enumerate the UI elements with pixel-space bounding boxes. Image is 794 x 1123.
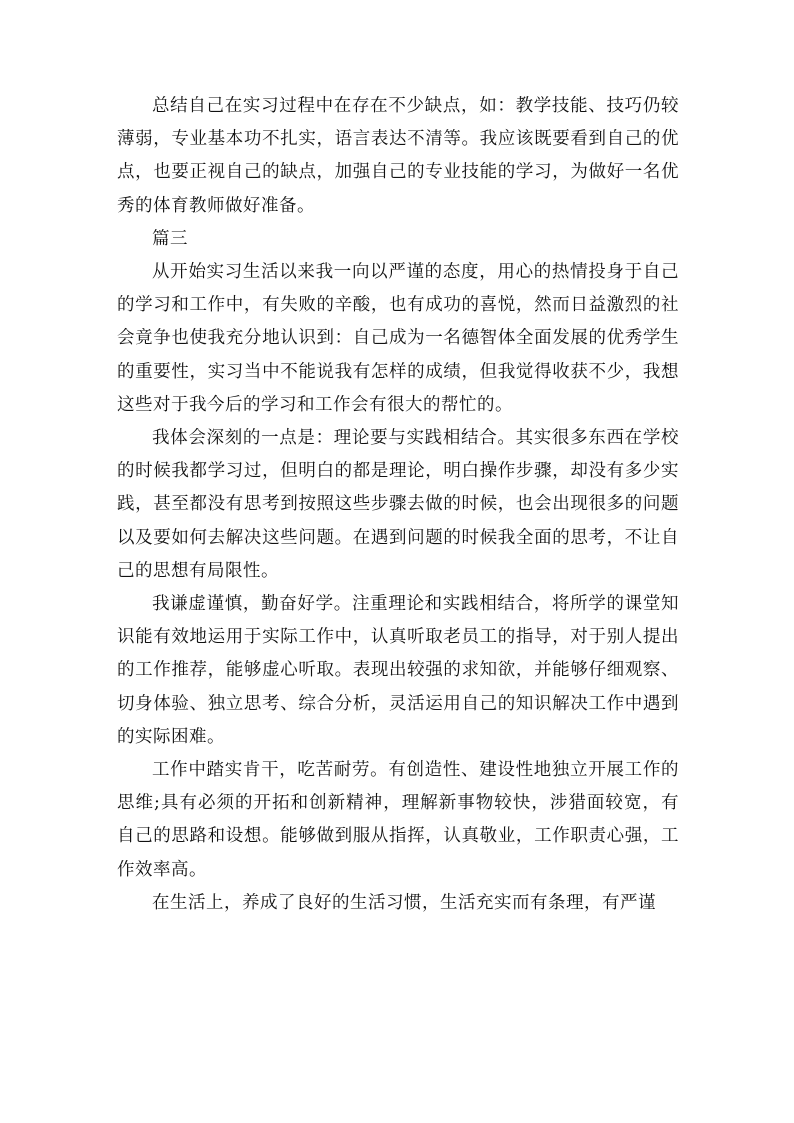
paragraph-summary: 总结自己在实习过程中在存在不少缺点，如：教学技能、技巧仍较薄弱，专业基本功不扎实，语言表达不清等。我应该既要看到自己的优点，也要正视自己的缺点，加强自己的专业技能的学习，为做好一名优秀的体育教师做好准备。: [117, 96, 679, 216]
section-heading: 篇三: [152, 228, 188, 249]
paragraph-life: 在生活上，养成了良好的生活习惯，生活充实而有条理，有严谨: [152, 892, 656, 913]
paragraph-theory-practice: 我体会深刻的一点是：理论要与实践相结合。其实很多东西在学校的时候我都学习过，但明白的都是理论，明白操作步骤，却没有多少实践，甚至都没有思考到按照这些步骤去做的时候，也会出现很多的问题以及要如何去解决这些问题。在遇到问题的时候我全面的思考，不让自己的思想有局限性。: [117, 428, 679, 581]
paragraph-work: 工作中踏实肯干，吃苦耐劳。有创造性、建设性地独立开展工作的思维;具有必须的开拓和创新精神，理解新事物较快，涉猎面较宽，有自己的思路和设想。能够做到服从指挥，认真敬业，工作职责心强，工作效率高。: [117, 760, 679, 880]
paragraph-intro: 从开始实习生活以来我一向以严谨的态度，用心的热情投身于自己的学习和工作中，有失败的辛酸，也有成功的喜悦，然而日益激烈的社会竟争也使我充分地认识到：自己成为一名德智体全面发展的优秀学生的重要性，实习当中不能说我有怎样的成绩，但我觉得收获不少，我想这些对于我今后的学习和工作会有很大的帮忙的。: [117, 262, 679, 415]
paragraph-attitude: 我谦虚谨慎，勤奋好学。注重理论和实践相结合，将所学的课堂知识能有效地运用于实际工作中，认真听取老员工的指导，对于别人提出的工作推荐，能够虚心听取。表现出较强的求知欲，并能够仔细观察、切身体验、独立思考、综合分析，灵活运用自己的知识解决工作中遇到的实际困难。: [117, 594, 679, 747]
document-body: [117, 90, 679, 920]
